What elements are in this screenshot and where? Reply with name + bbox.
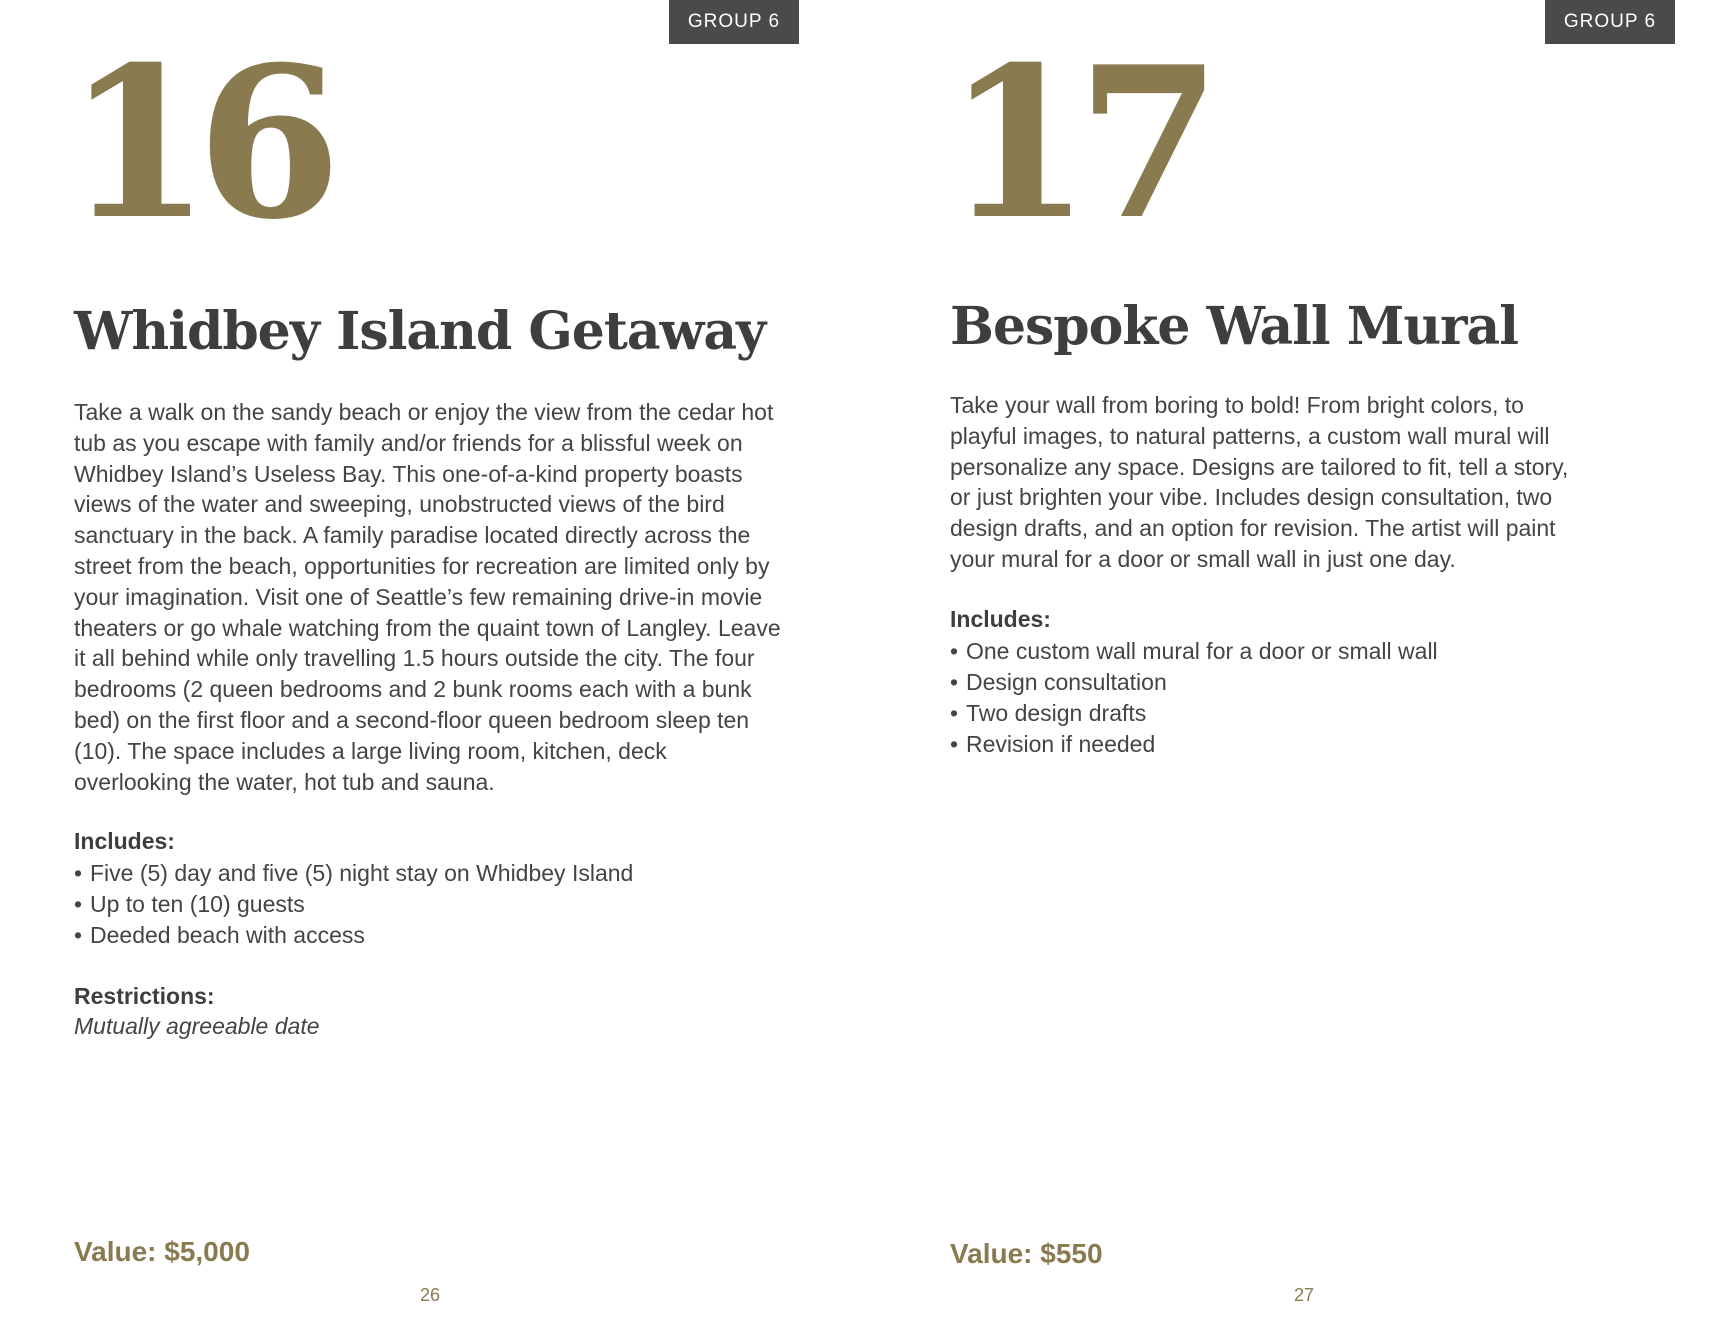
- list-item: • One custom wall mural for a door or small wall: [950, 638, 1438, 664]
- group-tab: GROUP 6: [1545, 0, 1675, 44]
- left-page: [0, 0, 858, 1326]
- page-number: 27: [1294, 1285, 1315, 1305]
- group-tab: GROUP 6: [669, 0, 799, 44]
- list-item: • Two design drafts: [950, 700, 1147, 726]
- page-number: 26: [420, 1285, 441, 1305]
- restrictions-text: Mutually agreeable date: [74, 1013, 320, 1039]
- item-number: 16: [66, 22, 328, 266]
- includes-list: [74, 858, 633, 951]
- item-title: Bespoke Wall Mural: [950, 296, 1518, 357]
- includes-label: Includes:: [74, 828, 175, 854]
- item-description: Take a walk on the sandy beach or enjoy the view from the cedar hot tub as you escape with family and/or friends for a blissful week on Whidbey Island’s Useless Bay. This one-of-a-kind property boasts views of the water and sweeping, unobstructed views of the bird sanctuary in the back. A family paradise located directly across the street from the beach, opportunities for recreation are limited only by your imagination. Visit one of Seattle’s few remaining drive-in movie theaters or go whale watching from the quaint town of Langley. Leave it all behind while only travelling 1.5 hours outside the city. The four bedrooms (2 queen bedrooms and 2 bunk rooms each with a bunk bed) on the first floor and a second-floor queen bedroom sleep ten (10). The space includes a large living room, kitchen, deck overlooking the water, hot tub and sauna.: [74, 399, 781, 795]
- item-description: Take your wall from boring to bold! From bright colors, to playful images, to natural patterns, a custom wall mural will personalize any space. Designs are tailored to fit, tell a story, or just brighten your vibe. Includes design consultation, two design drafts, and an option for revision. The artist will paint your mural for a door or small wall in just one day.: [950, 392, 1569, 572]
- item-value: Value: $5,000: [74, 1236, 250, 1267]
- includes-list: [950, 636, 1438, 760]
- restrictions-label: Restrictions:: [74, 983, 215, 1009]
- item-number: 17: [946, 22, 1208, 266]
- list-item: • Revision if needed: [950, 731, 1156, 757]
- list-item: • Design consultation: [950, 669, 1167, 695]
- list-item: • Up to ten (10) guests: [74, 891, 305, 917]
- item-value: Value: $550: [950, 1238, 1103, 1269]
- list-item: • Deeded beach with access: [74, 922, 365, 948]
- list-item: • Five (5) day and five (5) night stay on Whidbey Island: [74, 860, 634, 886]
- includes-label: Includes:: [950, 606, 1051, 632]
- item-title: Whidbey Island Getaway: [74, 301, 766, 362]
- right-page: [858, 0, 1716, 1326]
